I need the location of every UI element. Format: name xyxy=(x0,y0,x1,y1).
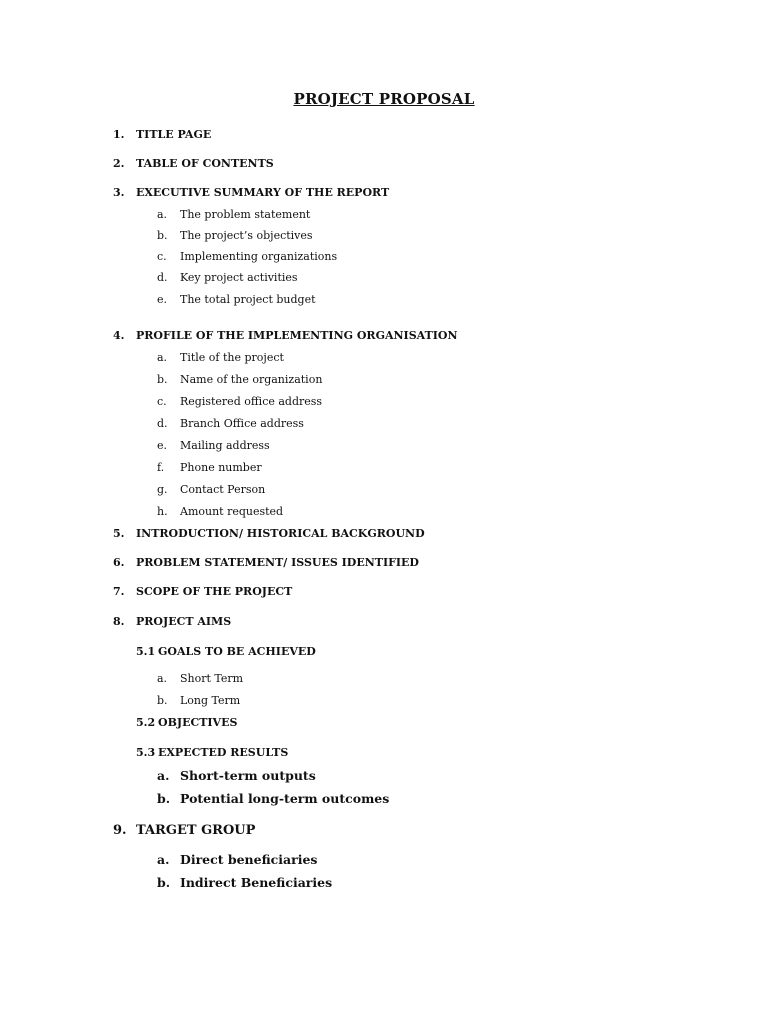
section-number: 4. xyxy=(113,329,125,342)
item-letter: h. xyxy=(157,505,168,518)
section-heading: TITLE PAGE xyxy=(136,128,212,141)
item-letter: a. xyxy=(157,852,170,867)
section-number: 3. xyxy=(113,186,125,199)
item-text: Phone number xyxy=(180,461,262,474)
item-letter: g. xyxy=(157,483,168,496)
section-heading: PROBLEM STATEMENT/ ISSUES IDENTIFIED xyxy=(136,556,419,569)
subsection-number: 5.2 xyxy=(136,716,156,729)
subsection-number: 5.1 xyxy=(136,645,156,658)
item-text: Key project activities xyxy=(180,271,298,284)
item-letter: b. xyxy=(157,373,168,386)
item-letter: f. xyxy=(157,461,165,474)
section-number: 1. xyxy=(113,128,125,141)
item-letter: c. xyxy=(157,250,167,263)
item-text: Short Term xyxy=(180,672,244,685)
page-title: PROJECT PROPOSAL xyxy=(293,90,475,108)
section-number: 7. xyxy=(113,585,125,598)
item-text: Indirect Beneficiaries xyxy=(180,875,333,890)
item-text: Contact Person xyxy=(180,483,266,496)
section-number: 6. xyxy=(113,556,125,569)
section-number: 9. xyxy=(113,823,127,838)
item-letter: b. xyxy=(157,229,168,242)
section-number: 8. xyxy=(113,615,125,628)
item-letter: b. xyxy=(157,694,168,707)
item-letter: a. xyxy=(157,351,168,364)
item-letter: e. xyxy=(157,439,168,452)
section-number: 5. xyxy=(113,527,125,540)
item-text: Title of the project xyxy=(180,351,284,364)
item-letter: a. xyxy=(157,672,168,685)
subsection-heading: GOALS TO BE ACHIEVED xyxy=(158,645,316,658)
item-text: Long Term xyxy=(180,694,241,707)
subsection-heading: OBJECTIVES xyxy=(158,716,238,729)
item-text: The problem statement xyxy=(180,208,311,221)
item-text: Short-term outputs xyxy=(180,768,316,783)
subsection-heading: EXPECTED RESULTS xyxy=(158,746,289,759)
item-letter: d. xyxy=(157,271,168,284)
item-text: Registered office address xyxy=(180,395,323,408)
item-letter: b. xyxy=(157,791,171,806)
item-letter: e. xyxy=(157,293,168,306)
item-text: Branch Office address xyxy=(180,417,304,430)
section-heading: TABLE OF CONTENTS xyxy=(136,157,274,170)
item-text: The project’s objectives xyxy=(180,229,313,242)
section-heading: PROJECT AIMS xyxy=(136,615,232,628)
item-letter: a. xyxy=(157,208,168,221)
item-letter: a. xyxy=(157,768,170,783)
section-heading: EXECUTIVE SUMMARY OF THE REPORT xyxy=(136,186,390,199)
item-text: Name of the organization xyxy=(180,373,323,386)
section-heading: SCOPE OF THE PROJECT xyxy=(136,585,293,598)
item-text: Potential long-term outcomes xyxy=(180,791,390,806)
item-text: Implementing organizations xyxy=(180,250,338,263)
item-letter: d. xyxy=(157,417,168,430)
section-heading: TARGET GROUP xyxy=(136,823,256,838)
section-number: 2. xyxy=(113,157,125,170)
item-text: Mailing address xyxy=(180,439,270,452)
item-text: The total project budget xyxy=(180,293,316,306)
section-heading: PROFILE OF THE IMPLEMENTING ORGANISATION xyxy=(136,329,458,342)
item-letter: c. xyxy=(157,395,167,408)
item-letter: b. xyxy=(157,875,171,890)
item-text: Amount requested xyxy=(180,505,284,518)
item-text: Direct beneficiaries xyxy=(180,852,318,867)
subsection-number: 5.3 xyxy=(136,746,156,759)
section-heading: INTRODUCTION/ HISTORICAL BACKGROUND xyxy=(136,527,425,540)
